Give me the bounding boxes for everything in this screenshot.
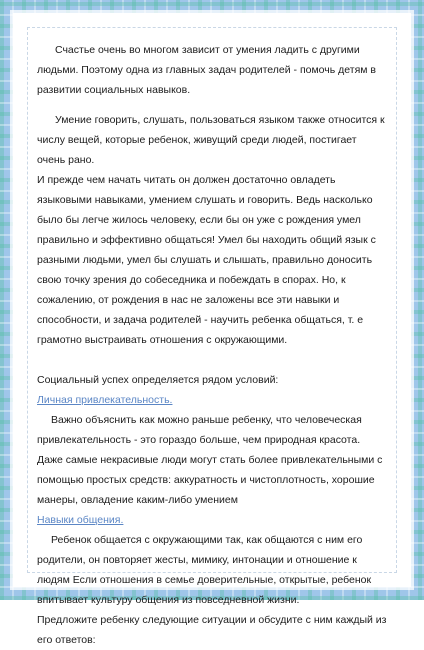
- language-skills-paragraph: Умение говорить, слушать, пользоваться языком также относится к числу вещей, которые ребенок, живущий среди людей, постигает очень рано.: [37, 114, 385, 166]
- communication-paragraph: Ребенок общается с окружающими так, как общаются с ним его родители, он повторяет жесты, мимику, интонации и отношение к людям Если отношения в семье доверительные, открытые, ребенок впитывает культуру общения из повседневной жизни.: [37, 534, 372, 606]
- heading-communication-skills: Навыки общения.: [37, 514, 124, 526]
- heading-personal-attractiveness: Личная привлекательность.: [37, 394, 173, 406]
- suggestion-paragraph: Предложите ребенку следующие ситуации и обсудите с ним каждый из его ответов:: [37, 614, 387, 646]
- attractiveness-paragraph: Важно объяснить как можно раньше ребенку, что человеческая привлекательность - это гораздо больше, чем природная красота. Даже самые некрасивые люди могут стать более привлекательными с помощью простых средств: аккуратность и чистоплотность, хорошие манеры, овладение каким-либо умением: [37, 414, 383, 506]
- document-text: [37, 40, 387, 650]
- conditions-intro: Социальный успех определяется рядом условий:: [37, 374, 279, 386]
- intro-paragraph: Счастье очень во многом зависит от умения ладить с другими людьми. Поэтому одна из главных задач родителей - помочь детям в развитии социальных навыков.: [37, 44, 376, 96]
- communication-importance-paragraph: И прежде чем начать читать он должен достаточно овладеть языковыми навыками, умением слушать и говорить. Ведь насколько было бы легче жилось человеку, если бы он уже с рождения умел правильно и эффективно общаться! Умел бы находить общий язык с разными людьми, умел бы слушать и слышать, правильно доносить свою точку зрения до собеседника и побеждать в спорах. Но, к сожалению, от рождения в нас не заложены все эти навыки и способности, и задача родителей - научить ребенка общаться, т. е грамотно выстраивать отношения с окружающими.: [37, 174, 376, 346]
